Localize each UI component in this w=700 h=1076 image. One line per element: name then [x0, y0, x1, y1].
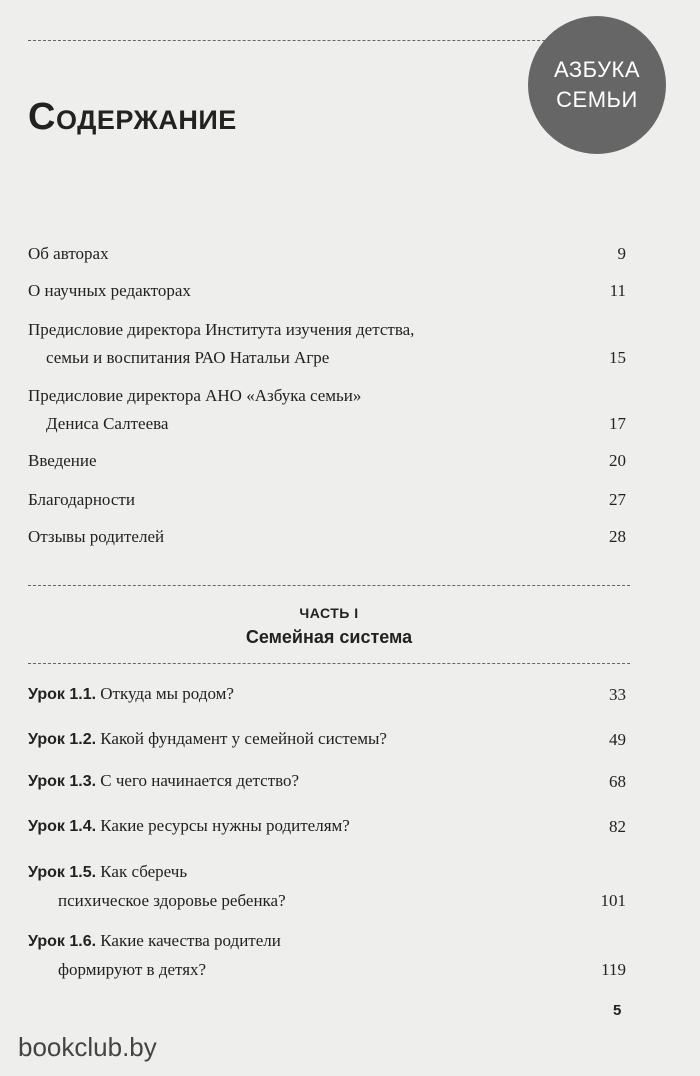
toc-entry-title-cont: Дениса Салтеева — [46, 414, 169, 433]
lesson-page: 82 — [609, 817, 626, 836]
top-dashed-rule — [28, 40, 630, 41]
page-number: 5 — [613, 1002, 622, 1019]
toc-entry-title: О научных редакторах — [28, 281, 191, 300]
lesson-page: 33 — [609, 685, 626, 704]
lesson-page: 101 — [600, 891, 626, 910]
lesson-title: Какие ресурсы нужны родителям? — [100, 816, 350, 835]
page-title: Содержание — [28, 96, 237, 138]
lesson-entry — [28, 858, 626, 915]
toc-entry — [28, 240, 626, 268]
badge-line-1: АЗБУКА — [553, 57, 641, 82]
lesson-number: Урок 1.6. — [28, 933, 97, 950]
lesson-number: Урок 1.3. — [28, 773, 97, 790]
toc-entry — [28, 382, 626, 438]
toc-entry-title: Предисловие директора Института изучения детства, — [28, 320, 415, 339]
toc-entry-page: 11 — [609, 281, 626, 300]
lesson-title: Как сберечь — [100, 862, 188, 881]
toc-entry-title: Благодарности — [28, 490, 135, 509]
lesson-entry — [28, 767, 626, 796]
lesson-number: Урок 1.1. — [28, 686, 97, 703]
lesson-entry — [28, 927, 626, 984]
lesson-entry — [28, 680, 626, 709]
toc-entry-title: Об авторах — [28, 244, 109, 263]
lesson-entry — [28, 812, 626, 841]
toc-entry — [28, 316, 626, 372]
toc-entry-page: 17 — [609, 414, 626, 433]
watermark: bookclub.by — [18, 1032, 157, 1062]
toc-entry-page: 20 — [609, 451, 626, 470]
toc-entry — [28, 523, 626, 551]
toc-entry — [28, 486, 626, 514]
lesson-title: Откуда мы родом? — [100, 684, 234, 703]
lesson-title: С чего начинается детство? — [100, 771, 300, 790]
lesson-entry — [28, 725, 626, 754]
part-dashed-rule-bottom — [28, 663, 630, 664]
toc-entry-title: Предисловие директора АНО «Азбука семьи» — [28, 386, 362, 405]
lesson-title-cont: психическое здоровье ребенка? — [58, 891, 286, 910]
lesson-number: Урок 1.2. — [28, 731, 97, 748]
toc-entry — [28, 277, 626, 305]
lesson-page: 68 — [609, 772, 626, 791]
lesson-page: 49 — [609, 730, 626, 749]
part-name: Семейная система — [245, 627, 413, 647]
lesson-number: Урок 1.5. — [28, 864, 97, 881]
toc-entry-title: Отзывы родителей — [28, 527, 165, 546]
badge-line-2: СЕМЬИ — [556, 87, 638, 112]
toc-entry-page: 27 — [609, 490, 626, 509]
part-number: ЧАСТЬ I — [299, 605, 359, 621]
lesson-title: Какие качества родители — [100, 931, 281, 950]
part-dashed-rule-top — [28, 585, 630, 586]
toc-entry-page: 28 — [609, 527, 626, 546]
lesson-number: Урок 1.4. — [28, 818, 97, 835]
series-badge — [528, 16, 666, 154]
toc-entry — [28, 447, 626, 475]
toc-entry-title-cont: семьи и воспитания РАО Натальи Агре — [46, 348, 330, 367]
lesson-title: Какой фундамент у семейной системы? — [100, 729, 387, 748]
toc-entry-page: 9 — [617, 244, 626, 263]
lesson-title-cont: формируют в детях? — [58, 960, 207, 979]
toc-entry-title: Введение — [28, 451, 97, 470]
toc-entry-page: 15 — [609, 348, 626, 367]
lesson-page: 119 — [601, 960, 626, 979]
